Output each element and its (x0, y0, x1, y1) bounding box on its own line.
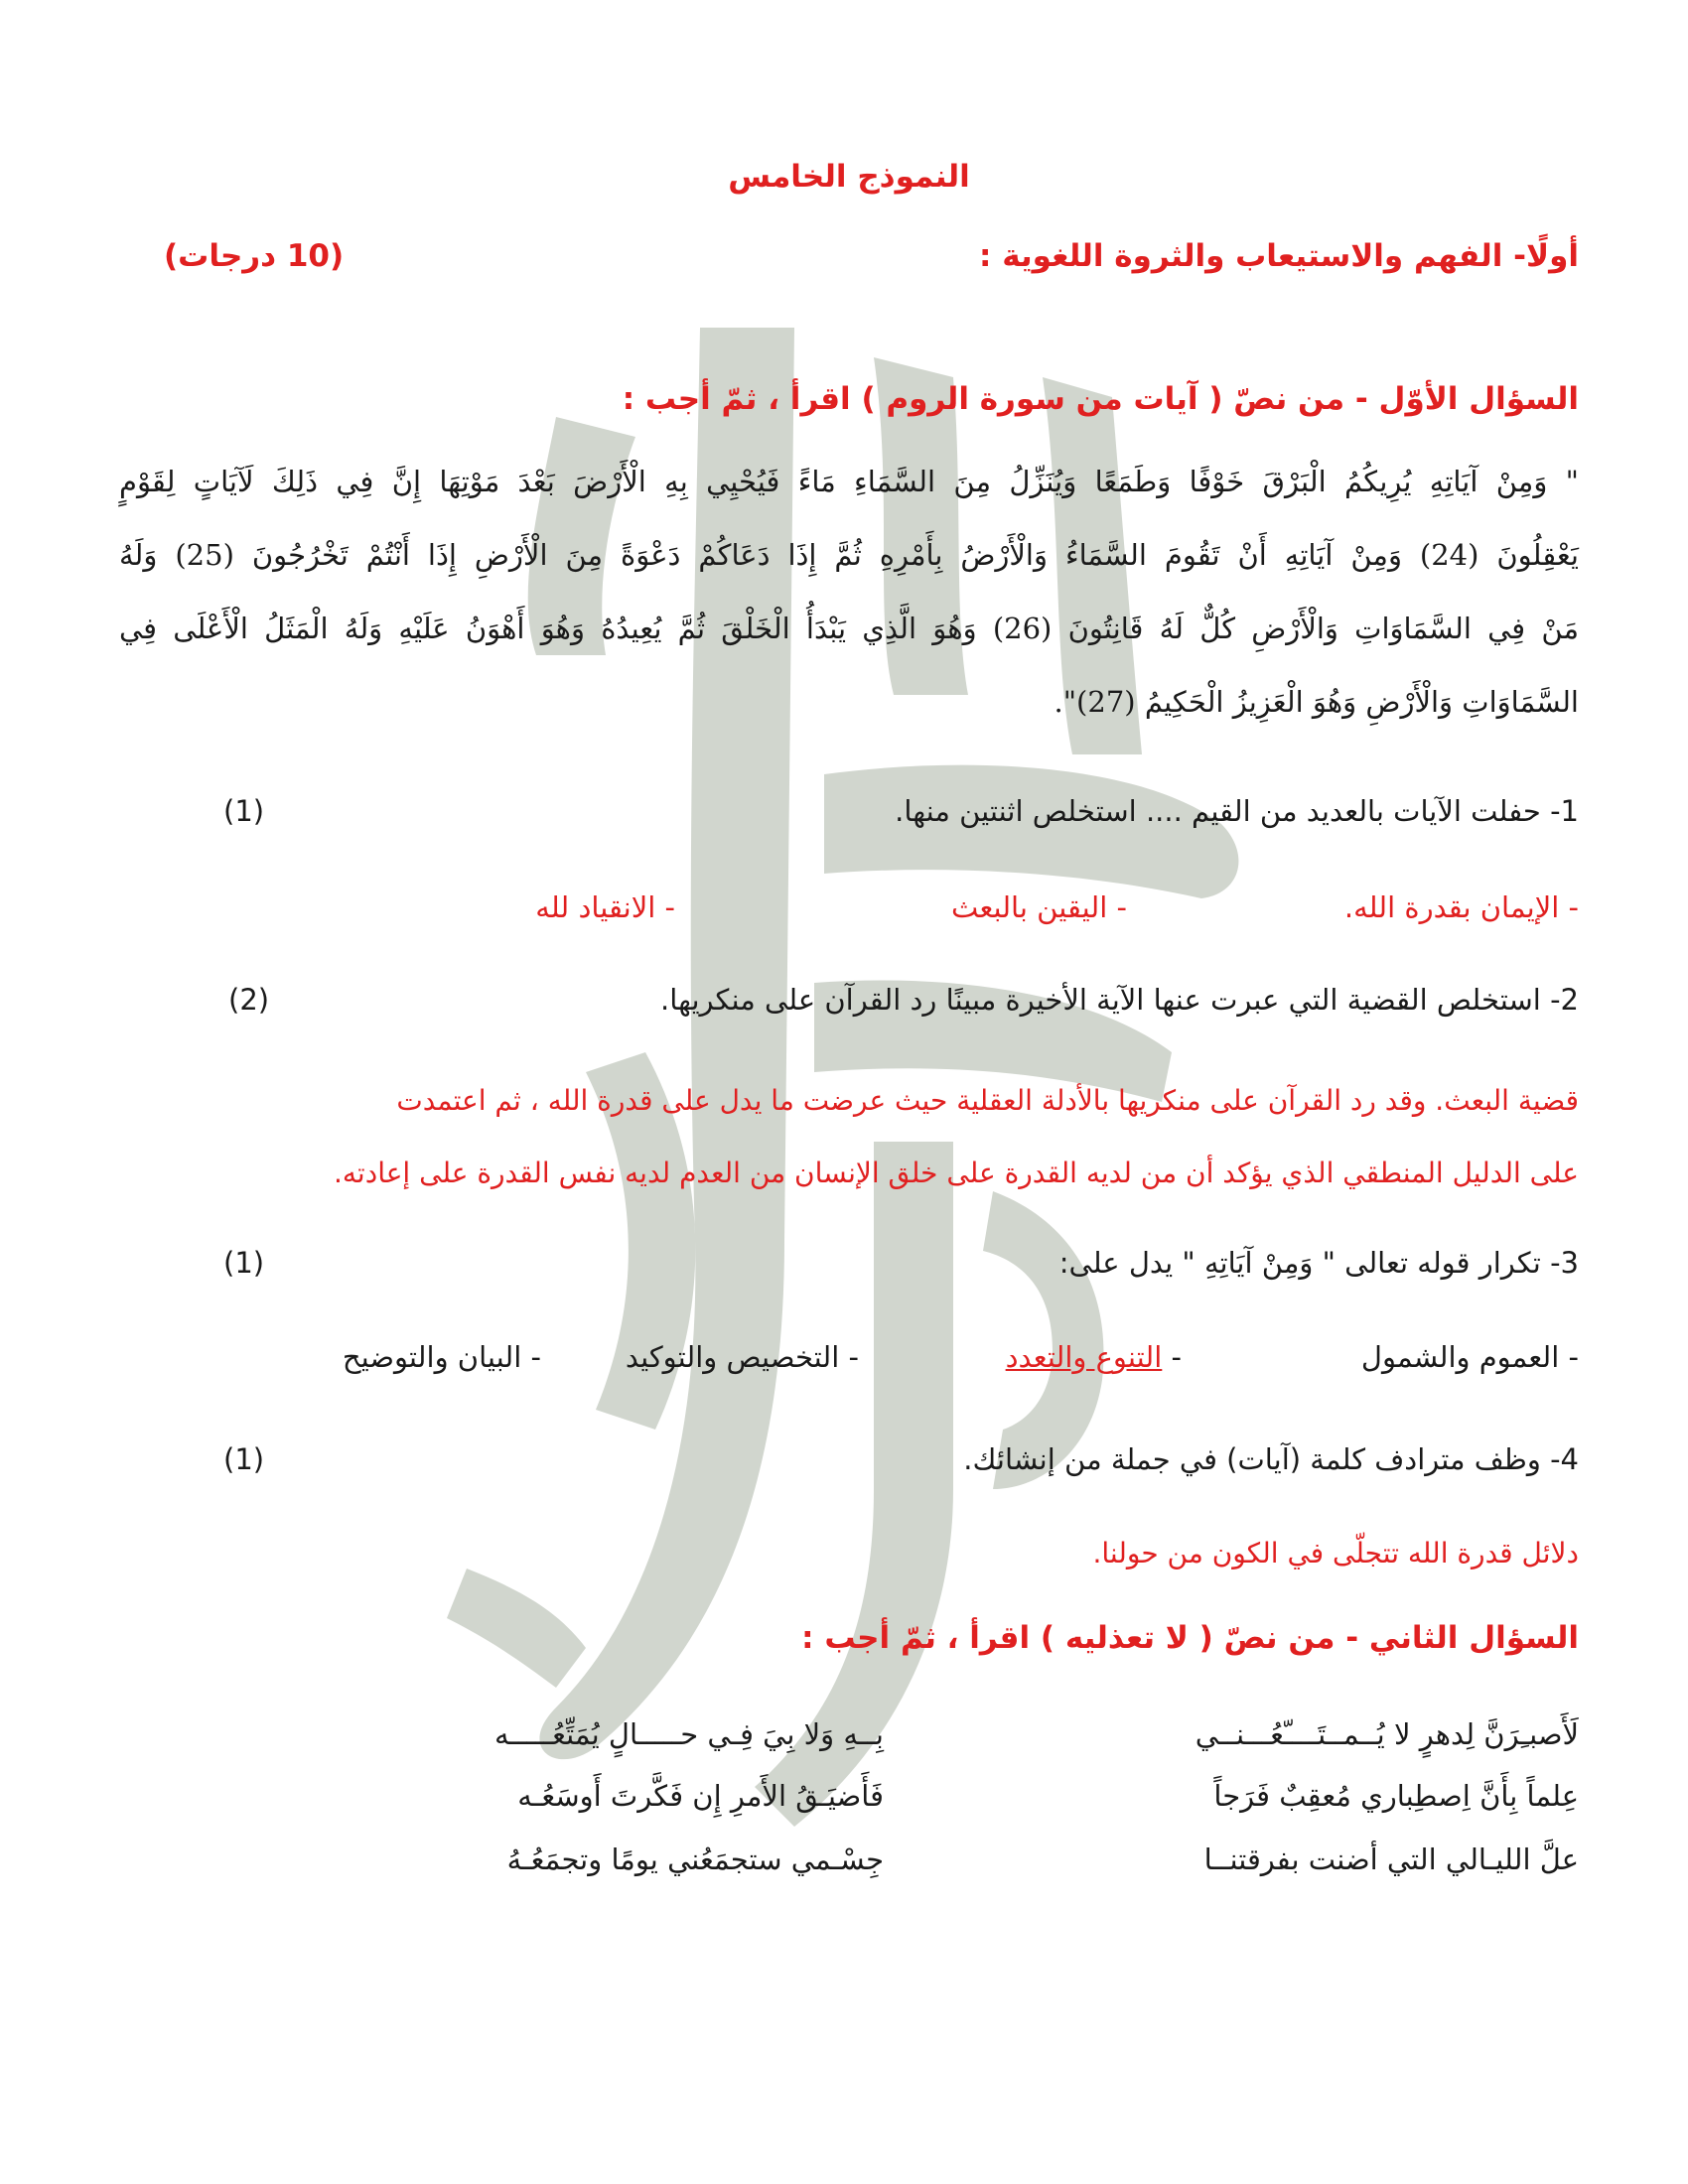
item3-option-correct (1006, 1340, 1182, 1374)
verse-first-hemistich: علَّ الليـالي التي أضنت بفرقتنــا (1203, 1843, 1579, 1876)
verse-second-hemistich: فَأَضيَـقُ الأَمرِ إِن فَكَّرتَ أَوسَعُـه (517, 1779, 884, 1813)
item3-question: 3- تكرار قوله تعالى " وَمِنْ آيَاتِهِ " يدل على: (1058, 1246, 1579, 1280)
item3-mark: (1) (223, 1246, 265, 1280)
verse-second-hemistich: بِــهِ وَلا بِيَ فِـي حـــــالٍ يُمَتِّعُـــــه (494, 1717, 884, 1751)
item1-question: 1- حفلت الآيات بالعديد من القيم .... استخلص اثنتين منها. (895, 794, 1579, 828)
item2-answer-line: قضية البعث. وقد رد القرآن على منكريها بالأدلة العقلية حيث عرضت ما يدل على قدرة الله ، ثم اعتمدت (396, 1084, 1579, 1117)
correct-option: التنوع والتعدد (1005, 1340, 1163, 1374)
verse-second-hemistich: جِسْـمي ستجمَعُني يومًا وتجمَعُـهُ (506, 1843, 884, 1876)
item4-mark: (1) (223, 1442, 265, 1476)
item2-mark: (2) (228, 983, 270, 1017)
item2-answer-line: على الدليل المنطقي الذي يؤكد أن من لديه القدرة على خلق الإنسان من العدم لديه نفس القدرة على إعادته. (334, 1157, 1579, 1189)
section-grade: (10 درجات) (164, 238, 345, 274)
item1-mark: (1) (223, 794, 265, 828)
exam-content (119, 0, 1579, 2184)
item1-answer: - الإيمان بقدرة الله. (1343, 890, 1579, 924)
item1-answer: - اليقين بالبعث (950, 890, 1127, 924)
quran-line: يَعْقِلُونَ (24) وَمِنْ آيَاتِهِ أَنْ تَقُومَ السَّمَاءُ وَالْأَرْضُ بِأَمْرِهِ ثُمَّ إِذَا دَعَاكُمْ دَعْوَةً مِنَ الْأَرْضِ إِذَا أَنْتُمْ تَخْرُجُونَ (25) وَلَهُ (119, 538, 1579, 572)
exam-title: النموذج الخامس (728, 159, 970, 195)
item3-option: - البيان والتوضيح (342, 1340, 541, 1374)
item3-option: - التخصيص والتوكيد (625, 1340, 859, 1374)
item4-question: 4- وظف مترادف كلمة (آيات) في جملة من إنشائك. (963, 1442, 1579, 1476)
verse-first-hemistich: عِلماً بِأَنَّ اِصطِباري مُعقِبٌ فَرَجاً (1213, 1779, 1579, 1813)
question2-heading: السؤال الثاني - من نصّ ( لا تعذليه ) اقرأ ، ثمّ أجب : (801, 1620, 1579, 1656)
question1-heading: السؤال الأوّل - من نصّ ( آيات من سورة الروم ) اقرأ ، ثمّ أجب : (622, 381, 1579, 417)
verse-first-hemistich: لَأَصبـِرَنَّ لِدهرٍ لا يُــمــتَــــّعُـــنــي (1195, 1717, 1579, 1751)
quran-line: السَّمَاوَاتِ وَالْأَرْضِ وَهُوَ الْعَزِيزُ الْحَكِيمُ (27)". (1054, 685, 1579, 719)
quran-line: " وَمِنْ آيَاتِهِ يُرِيكُمُ الْبَرْقَ خَوْفًا وَطَمَعًا وَيُنَزِّلُ مِنَ السَّمَاءِ مَاءً فَيُحْيِي بِهِ الْأَرْضَ بَعْدَ مَوْتِهَا إِنَّ فِي ذَلِكَ لَآيَاتٍ لِقَوْمٍ (119, 465, 1579, 498)
item4-answer: دلائل قدرة الله تتجلّى في الكون من حولنا. (1092, 1537, 1579, 1570)
section-heading: أولًا- الفهم والاستيعاب والثروة اللغوية : (979, 238, 1579, 274)
quran-line: مَنْ فِي السَّمَاوَاتِ وَالْأَرْضِ كُلٌّ لَهُ قَانِتُونَ (26) وَهُوَ الَّذِي يَبْدَأُ الْخَلْقَ ثُمَّ يُعِيدُهُ وَهُوَ أَهْوَنُ عَلَيْهِ وَلَهُ الْمَثَلُ الْأَعْلَى فِي (119, 612, 1579, 645)
item3-option: - العموم والشمول (1360, 1340, 1579, 1374)
item1-answer: - الانقياد لله (535, 890, 675, 924)
option-dash: - (1162, 1340, 1182, 1374)
item2-question: 2- استخلص القضية التي عبرت عنها الآية الأخيرة مبينًا رد القرآن على منكريها. (660, 983, 1579, 1017)
